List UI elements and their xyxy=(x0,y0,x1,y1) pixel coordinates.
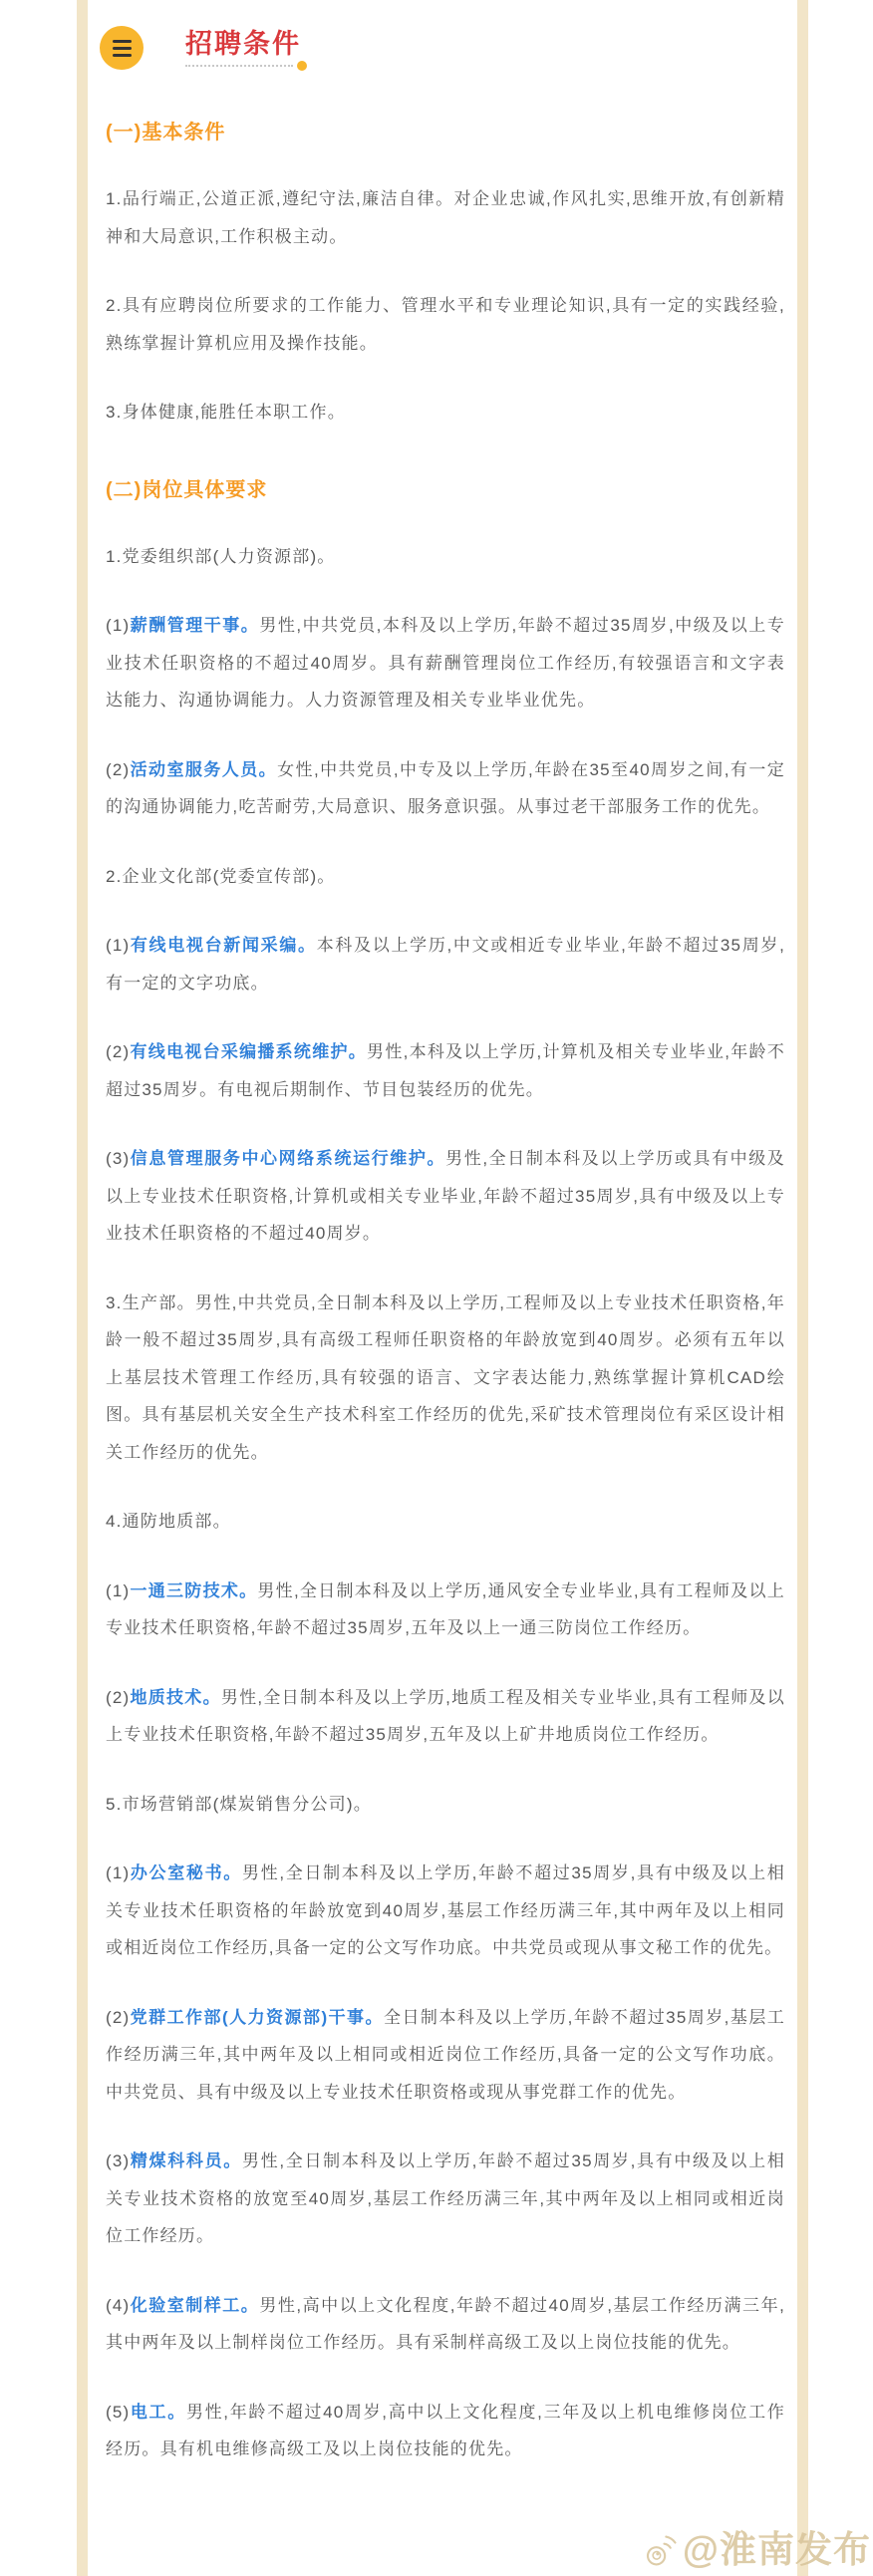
text-run: 男性,全日制本科及以上学历,地质工程及相关专业毕业,具有工程师及以上专业技术任职资格,年龄不超过35周岁,五年及以上矿井地质岗位工作经历。 xyxy=(106,1687,785,1744)
text-run: 2.企业文化部(党委宣传部)。 xyxy=(106,866,336,886)
watermark xyxy=(643,2531,871,2568)
job-title-link[interactable]: 活动室服务人员。 xyxy=(130,759,278,779)
text-run: 男性,全日制本科及以上学历,年龄不超过35周岁,具有中级及以上相关专业技术任职资格的年龄放宽到40周岁,基层工作经历满三年,其中两年及以上相同或相近岗位工作经历,具备一定的公文写作功底。中共党员或现从事文秘工作的优先。 xyxy=(106,1863,785,1957)
title-block xyxy=(185,29,301,67)
paragraph xyxy=(106,1033,785,1108)
paragraph xyxy=(106,927,785,1002)
paragraph xyxy=(106,858,785,896)
job-title-link[interactable]: 电工。 xyxy=(130,2402,186,2422)
paragraph xyxy=(106,1285,785,1472)
yellow-dot-decoration xyxy=(297,61,307,71)
text-run: (1) xyxy=(106,936,131,955)
text-run: 1.品行端正,公道正派,遵纪守法,廉洁自律。对企业忠诚,作风扎实,思维开放,有创新精神和大局意识,工作积极主动。 xyxy=(106,189,785,246)
text-run: 男性,年龄不超过40周岁,高中以上文化程度,三年及以上机电维修岗位工作经历。具有机电维修高级工及以上岗位技能的优先。 xyxy=(106,2402,785,2458)
paragraph xyxy=(106,2287,785,2362)
text-run: 男性,全日制本科及以上学历,年龄不超过35周岁,具有中级及以上相关专业技术资格的放宽至40周岁,基层工作经历满三年,其中两年及以上相同或相近岗位工作经历。 xyxy=(106,2151,785,2245)
job-title-link[interactable]: 化验室制样工。 xyxy=(130,2295,260,2315)
text-run: (4) xyxy=(106,2295,131,2315)
text-run: 男性,全日制本科及以上学历或具有中级及以上专业技术任职资格,计算机或相关专业毕业,年龄不超过35周岁,具有中级及以上专业技术任职资格的不超过40周岁。 xyxy=(106,1149,785,1243)
job-title-link[interactable]: 地质技术。 xyxy=(130,1687,221,1707)
job-title-link[interactable]: 党群工作部(人力资源部)干事。 xyxy=(130,2007,384,2027)
section-heading: (二)岗位具体要求 xyxy=(106,478,268,501)
watermark-text: @淮南发布 xyxy=(682,2529,871,2570)
paragraph xyxy=(106,1855,785,1967)
text-run: 全日制本科及以上学历,年龄不超过35周岁,基层工作经历满三年,其中两年及以上相同或相近岗位工作经历,具备一定的公文写作功底。中共党员、具有中级及以上专业技术任职资格或现从事党群工作的优先。 xyxy=(106,2007,786,2102)
hamburger-icon xyxy=(100,26,144,70)
text-run: 1.党委组织部(人力资源部)。 xyxy=(106,546,336,566)
right-border-strip xyxy=(797,0,808,2576)
paragraph xyxy=(106,180,785,255)
text-run: 2.具有应聘岗位所要求的工作能力、管理水平和专业理论知识,具有一定的实践经验,熟练掌握计算机应用及操作技能。 xyxy=(106,296,785,353)
text-run: (2) xyxy=(106,1042,131,1061)
paragraph xyxy=(106,1140,785,1253)
job-title-link[interactable]: 信息管理服务中心网络系统运行维护。 xyxy=(130,1149,446,1168)
paragraph xyxy=(106,2394,785,2468)
paragraph xyxy=(106,1573,785,1647)
page-title: 招聘条件 xyxy=(185,29,301,59)
paragraph xyxy=(106,538,785,576)
text-run: 男性,本科及以上学历,计算机及相关专业毕业,年龄不超过35周岁。有电视后期制作、节目包装经历的优先。 xyxy=(106,1042,786,1099)
text-run: 本科及以上学历,中文或相近专业毕业,年龄不超过35周岁,有一定的文字功底。 xyxy=(106,936,785,993)
title-dotted-underline xyxy=(185,65,293,67)
text-run: 男性,全日制本科及以上学历,通风安全专业毕业,具有工程师及以上专业技术任职资格,年龄不超过35周岁,五年及以上一通三防岗位工作经历。 xyxy=(106,1580,785,1637)
paragraph xyxy=(106,751,785,826)
text-run: 3.身体健康,能胜任本职工作。 xyxy=(106,403,346,422)
job-title-link[interactable]: 办公室秘书。 xyxy=(130,1863,242,1882)
job-title-link[interactable]: 薪酬管理干事。 xyxy=(130,616,260,635)
weibo-icon xyxy=(640,2529,682,2570)
paragraph xyxy=(106,2143,785,2255)
text-run: 3.生产部。男性,中共党员,全日制本科及以上学历,工程师及以上专业技术任职资格,年龄一般不超过35周岁,具有高级工程师任职资格的年龄放宽到40周岁。必须有五年以上基层技术管理工作经历,具有较强的语言、文字表达能力,熟练掌握计算机CAD绘图。具有基层机关安全生产技术科室工作经历的优先,采矿技术管理岗位有采区设计相关工作经历的优先。 xyxy=(106,1292,785,1462)
sections-container xyxy=(106,116,785,2468)
paragraph xyxy=(106,1503,785,1541)
paragraph xyxy=(106,1999,785,2112)
job-title-link[interactable]: 精煤科科员。 xyxy=(130,2151,242,2170)
job-title-link[interactable]: 有线电视台新闻采编。 xyxy=(130,936,317,955)
text-run: 男性,中共党员,本科及以上学历,年龄不超过35周岁,中级及以上专业技术任职资格的不超过40周岁。具有薪酬管理岗位工作经历,有较强语言和文字表达能力、沟通协调能力。人力资源管理及相关专业毕业优先。 xyxy=(106,616,786,710)
text-run: 5.市场营销部(煤炭销售分公司)。 xyxy=(106,1794,372,1814)
text-run: (2) xyxy=(106,759,131,779)
text-run: (2) xyxy=(106,1687,131,1707)
paragraph xyxy=(106,1786,785,1824)
paragraph xyxy=(106,1679,785,1754)
paragraph xyxy=(106,394,785,431)
text-run: 4.通防地质部。 xyxy=(106,1512,231,1531)
text-run: (5) xyxy=(106,2402,131,2422)
text-run: (3) xyxy=(106,1149,131,1168)
hamburger-bar xyxy=(113,54,132,57)
section-heading: (一)基本条件 xyxy=(106,122,226,143)
text-run: (1) xyxy=(106,1580,131,1600)
article-content xyxy=(106,0,785,2468)
text-run: (1) xyxy=(106,616,131,635)
left-border-strip xyxy=(77,0,88,2576)
text-run: (3) xyxy=(106,2151,131,2170)
job-title-link[interactable]: 有线电视台采编播系统维护。 xyxy=(130,1042,368,1061)
hamburger-bar xyxy=(113,40,132,43)
paragraph xyxy=(106,607,785,719)
article-header xyxy=(100,22,785,74)
hamburger-bar xyxy=(113,47,132,50)
paragraph xyxy=(106,287,785,362)
job-title-link[interactable]: 一通三防技术。 xyxy=(130,1580,258,1600)
text-run: 女性,中共党员,中专及以上学历,年龄在35至40周岁之间,有一定的沟通协调能力,吃苦耐劳,大局意识、服务意识强。从事过老干部服务工作的优先。 xyxy=(106,759,785,816)
text-run: (1) xyxy=(106,1863,131,1882)
text-run: (2) xyxy=(106,2007,131,2027)
text-run: 男性,高中以上文化程度,年龄不超过40周岁,基层工作经历满三年,其中两年及以上制样岗位工作经历。具有采制样高级工及以上岗位技能的优先。 xyxy=(106,2295,786,2352)
